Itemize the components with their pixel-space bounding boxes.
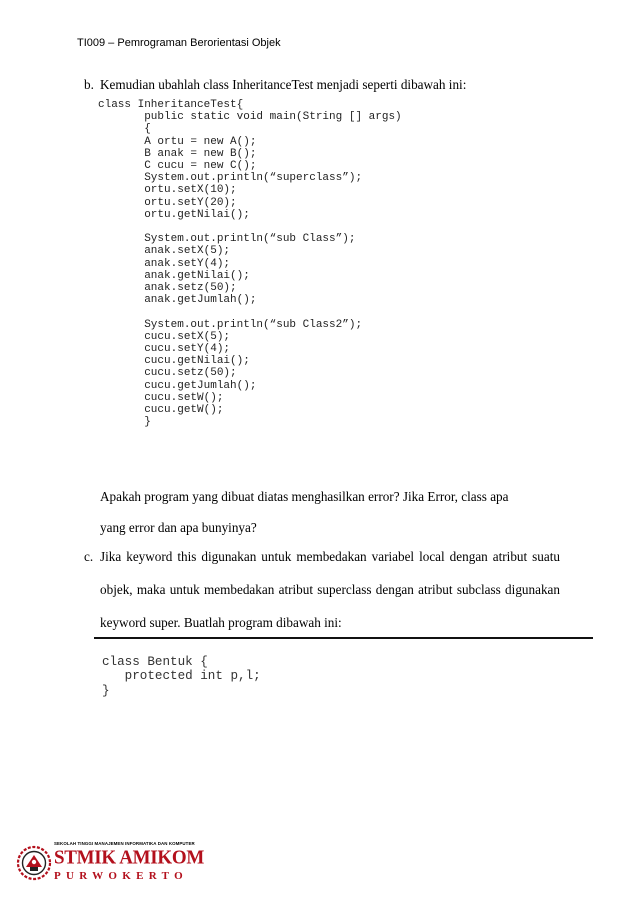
instruction-c-line-2: objek, maka untuk membedakan atribut superclass dengan atribut subclass digunakan (100, 582, 560, 597)
list-marker-b: b. (84, 77, 94, 92)
instruction-b-text: Kemudian ubahlah class InheritanceTest menjadi seperti dibawah ini: (100, 77, 467, 92)
institution-logo (16, 841, 204, 887)
instruction-c-line-3: keyword super. Buatlah program dibawah ini: (100, 615, 342, 630)
instruction-c-line-1-text: Jika keyword this digunakan untuk membedakan variabel local dengan atribut suatu (100, 549, 560, 564)
code-block-inheritance-test: class InheritanceTest{ public static void main(String [] args) { A ortu = new A(); B anak = new B(); C cucu = new C(); System.out.println(“superclass”); ortu.setX(10); ortu.setY(20); ortu.getNilai(); System.out.println(“sub Class”); anak.setX(5); anak.setY(4); anak.getNilai(); anak.setz(50); anak.getJumlah(); System.out.println(“sub Class2”); cucu.setX(5); cucu.setY(4); cucu.getNilai(); cucu.setz(50); cucu.getJumlah(); cucu.setW(); cucu.getW(); } (98, 99, 402, 429)
code-divider (94, 637, 593, 639)
instruction-b (84, 77, 466, 93)
question-line-1: Apakah program yang dibuat diatas menghasilkan error? Jika Error, class apa (100, 489, 509, 504)
logo-sub-text: PURWOKERTO (54, 870, 188, 882)
question-line-2: yang error dan apa bunyinya? (100, 520, 257, 535)
page-header: TI009 – Pemrograman Berorientasi Objek (77, 37, 281, 49)
emblem-icon (16, 844, 52, 882)
code-block-bentuk: class Bentuk { protected int p,l; } (102, 655, 261, 698)
logo-top-text: SEKOLAH TINGGI MANAJEMEN INFORMATIKA DAN KOMPUTER (54, 841, 195, 846)
list-marker-c: c. (84, 549, 94, 564)
instruction-c-line-1 (84, 549, 560, 565)
logo-main-text: STMIK AMIKOM (54, 846, 204, 869)
